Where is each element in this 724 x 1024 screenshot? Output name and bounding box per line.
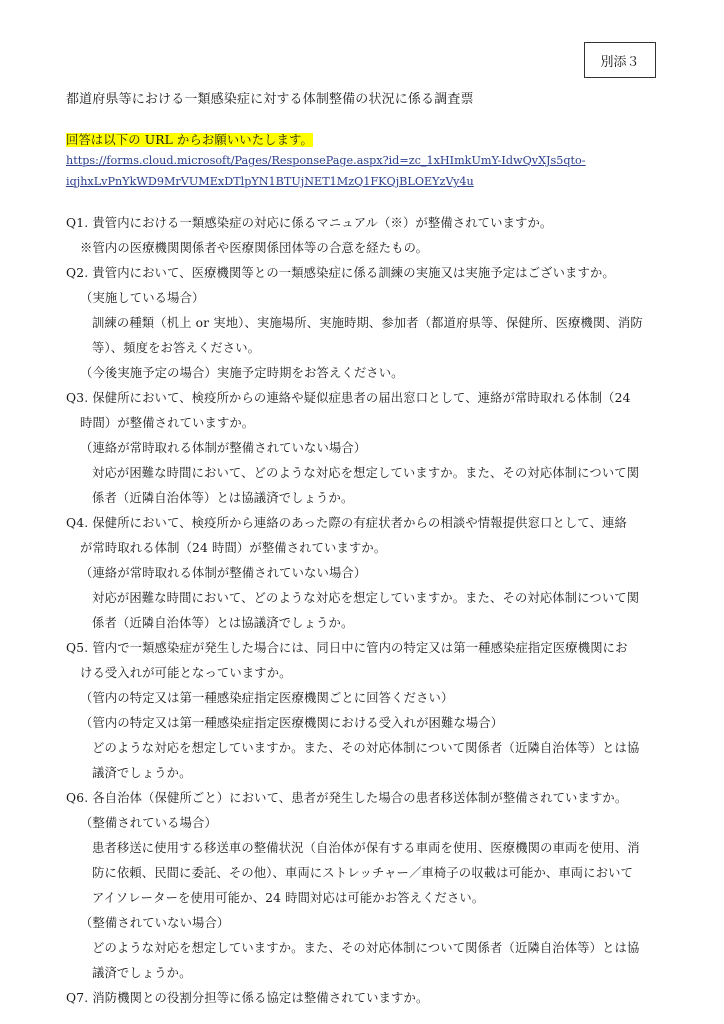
attachment-label-box: [584, 42, 656, 78]
q3-line-1: Q3. 保健所において、検疫所からの連絡や疑似症患者の届出窓口として、連絡が常時取れる体制（24: [66, 391, 631, 405]
q6-detail-line-1: 患者移送に使用する移送車の整備状況（自治体が保有する車両を使用、医療機関の車両を使用、消: [92, 841, 640, 855]
q3-detail-line-2: 係者（近隣自治体等）とは協議済でしょうか。: [92, 491, 354, 505]
q2-sub-heading-1: （実施している場合）: [80, 291, 205, 305]
q3-line-2: 時間）が整備されていますか。: [80, 416, 255, 430]
q6-sub-heading-2: （整備されていない場合）: [80, 916, 230, 930]
q6-sub-heading-1: （整備されている場合）: [80, 816, 217, 830]
q4-line-1: Q4. 保健所において、検疫所から連絡のあった際の有症状者からの相談や情報提供窓口として、連絡: [66, 516, 627, 530]
attachment-label: 別添３: [600, 54, 640, 70]
q2-detail-line-2: 等）、頻度をお答えください。: [92, 341, 261, 355]
q6-detail-line-3: アイソレーターを使用可能か、24 時間対応は可能かお答えください。: [92, 891, 485, 905]
q4-sub-heading: （連絡が常時取れる体制が整備されていない場合）: [80, 566, 367, 580]
q6-detail-line-5: 議済でしょうか。: [92, 966, 192, 980]
answer-note: [66, 131, 313, 149]
q5-sub-heading-2: （管内の特定又は第一種感染症指定医療機関における受入れが困難な場合）: [80, 716, 504, 730]
q5-detail-line-1: どのような対応を想定していますか。また、その対応体制について関係者（近隣自治体等）とは協: [92, 741, 640, 755]
survey-url-line-2[interactable]: iqjhxLvPnYkWD9MrVUMExDTlpYN1BTUjNET1MzQ1FKQjBLOEYzVy4u: [66, 175, 474, 188]
q5-sub-heading-1: （管内の特定又は第一種感染症指定医療機関ごとに回答ください）: [80, 691, 454, 705]
q1-line-1: Q1. 貴管内における一類感染症の対応に係るマニュアル（※）が整備されていますか。: [66, 216, 553, 230]
q4-detail-line-2: 係者（近隣自治体等）とは協議済でしょうか。: [92, 616, 354, 630]
q3-detail-line-1: 対応が困難な時間において、どのような対応を想定していますか。また、その対応体制について関: [92, 466, 640, 480]
q6-line-1: Q6. 各自治体（保健所ごと）において、患者が発生した場合の患者移送体制が整備されていますか。: [66, 791, 628, 805]
survey-url-line-1[interactable]: https://forms.cloud.microsoft/Pages/ResponsePage.aspx?id=zc_1xHImkUmY-IdwQvXJs5qto-: [66, 154, 586, 167]
q7-line-1: Q7. 消防機関との役割分担等に係る協定は整備されていますか。: [66, 991, 429, 1005]
document-title: 都道府県等における一類感染症に対する体制整備の状況に係る調査票: [66, 92, 474, 107]
q5-line-2: ける受入れが可能となっていますか。: [80, 666, 292, 680]
q6-detail-line-4: どのような対応を想定していますか。また、その対応体制について関係者（近隣自治体等）とは協: [92, 941, 640, 955]
q6-detail-line-2: 防に依頼、民間に委託、その他）、車両にストレッチャー／車椅子の収載は可能か、車両において: [92, 866, 634, 880]
q4-line-2: が常時取れる体制（24 時間）が整備されていますか。: [80, 541, 387, 555]
q5-detail-line-2: 議済でしょうか。: [92, 766, 192, 780]
answer-note-highlight: 回答は以下の URL からお願いいたします。: [66, 133, 313, 147]
q5-line-1: Q5. 管内で一類感染症が発生した場合には、同日中に管内の特定又は第一種感染症指定医療機関にお: [66, 641, 628, 655]
q4-detail-line-1: 対応が困難な時間において、どのような対応を想定していますか。また、その対応体制について関: [92, 591, 640, 605]
q2-sub-heading-2: （今後実施予定の場合）実施予定時期をお答えください。: [80, 366, 404, 380]
q3-sub-heading: （連絡が常時取れる体制が整備されていない場合）: [80, 441, 367, 455]
q2-detail-line-1: 訓練の種類（机上 or 実地）、実施場所、実施時期、参加者（都道府県等、保健所、医療機関、消防: [92, 316, 643, 330]
q1-note: ※管内の医療機関関係者や医療関係団体等の合意を経たもの。: [80, 241, 429, 255]
q2-line-1: Q2. 貴管内において、医療機関等との一類感染症に係る訓練の実施又は実施予定はございますか。: [66, 266, 615, 280]
